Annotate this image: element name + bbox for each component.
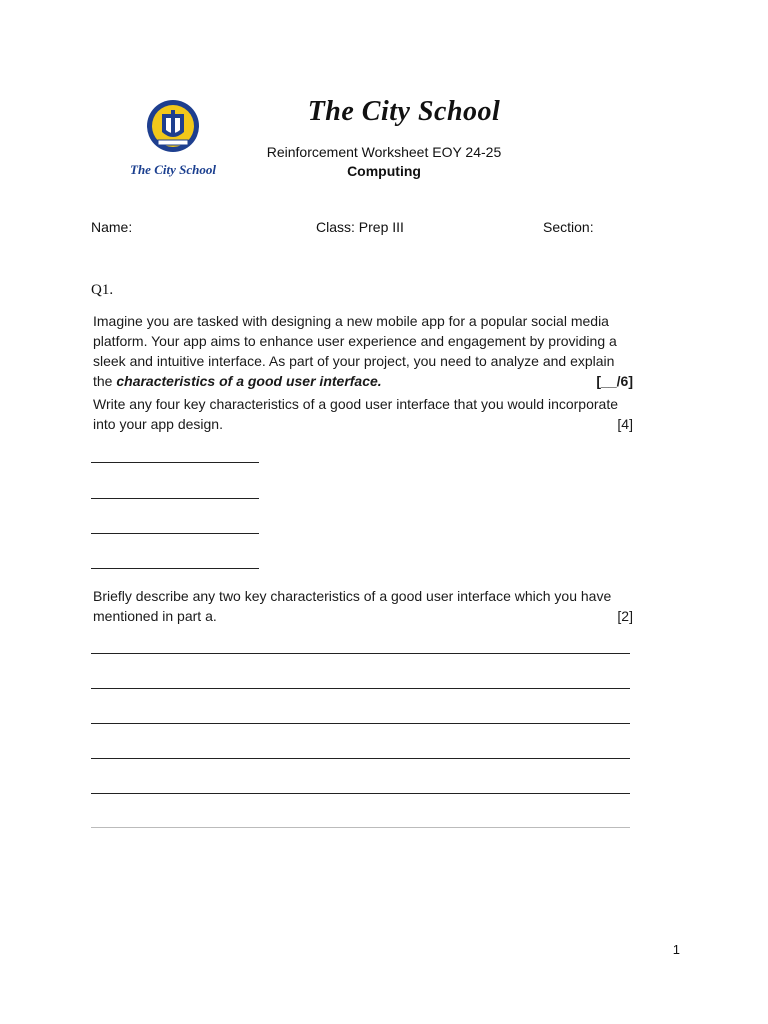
question-number: Q1. bbox=[91, 282, 114, 298]
subject-title: Computing bbox=[347, 163, 421, 179]
part-a-marks: [4] bbox=[617, 416, 633, 432]
part-b-line-2 bbox=[93, 606, 633, 626]
answer-line-b1[interactable] bbox=[91, 653, 630, 654]
answer-line-b6[interactable] bbox=[91, 827, 630, 828]
part-b-line-2-text: mentioned in part a. bbox=[93, 608, 217, 624]
part-b-line-1: Briefly describe any two key characteristics of a good user interface which you have bbox=[93, 588, 612, 604]
section-field-label: Section: bbox=[543, 219, 594, 235]
class-field-label: Class: Prep III bbox=[316, 219, 404, 235]
intro-emphasis: characteristics of a good user interface. bbox=[116, 373, 382, 389]
school-name-title: The City School bbox=[307, 96, 501, 127]
total-marks: [__/6] bbox=[596, 373, 633, 389]
intro-line-4 bbox=[93, 371, 633, 391]
intro-last-prefix: the bbox=[93, 373, 117, 389]
part-b-marks: [2] bbox=[617, 608, 633, 624]
intro-line-1: Imagine you are tasked with designing a new mobile app for a popular social media bbox=[93, 313, 609, 329]
part-a-prompt bbox=[93, 394, 633, 434]
answer-line-b5[interactable] bbox=[91, 793, 630, 794]
answer-line-b4[interactable] bbox=[91, 758, 630, 759]
part-a-line-2 bbox=[93, 414, 633, 434]
intro-line-2: platform. Your app aims to enhance user experience and engagement by providing a bbox=[93, 333, 617, 349]
logo-caption: The City School bbox=[130, 162, 216, 177]
answer-line-a3[interactable] bbox=[91, 533, 259, 534]
name-field-label: Name: bbox=[91, 219, 133, 235]
part-b-prompt bbox=[93, 586, 633, 626]
answer-line-a1[interactable] bbox=[91, 462, 259, 463]
answer-line-b2[interactable] bbox=[91, 688, 630, 689]
answer-line-a4[interactable] bbox=[91, 568, 259, 569]
page-number: 1 bbox=[672, 942, 680, 957]
answer-line-a2[interactable] bbox=[91, 498, 259, 499]
intro-line-3: sleek and intuitive interface. As part of your project, you need to analyze and explain bbox=[93, 353, 615, 369]
part-a-line-2-text: into your app design. bbox=[93, 416, 223, 432]
part-a-line-1: Write any four key characteristics of a good user interface that you would incorporate bbox=[93, 396, 619, 412]
answer-line-b3[interactable] bbox=[91, 723, 630, 724]
question-intro bbox=[93, 311, 633, 391]
worksheet-title: Reinforcement Worksheet EOY 24-25 bbox=[266, 144, 502, 160]
